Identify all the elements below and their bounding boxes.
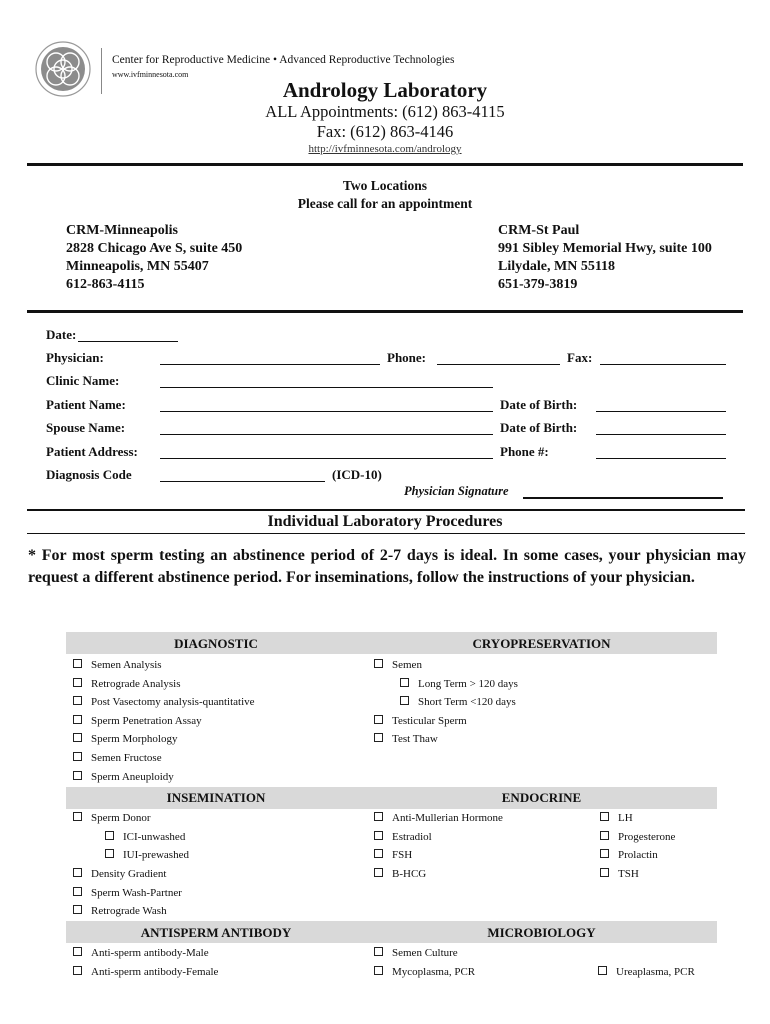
location-street: 2828 Chicago Ave S, suite 450 [66, 241, 243, 256]
address-field[interactable] [160, 458, 493, 459]
item-label: Progesterone [618, 831, 676, 843]
item-label: Prolactin [618, 849, 658, 861]
locations-heading: Two Locations [342, 178, 428, 193]
item-label: Semen Analysis [91, 659, 162, 671]
procedures-title: Individual Laboratory Procedures [267, 513, 503, 530]
checkbox-item[interactable] [600, 812, 633, 824]
checkbox-item[interactable] [400, 696, 516, 708]
checkbox-icon[interactable] [600, 868, 609, 877]
item-label: LH [618, 812, 633, 824]
item-label: Sperm Aneuploidy [91, 771, 174, 783]
item-label: Semen Culture [392, 947, 458, 959]
abstinence-notice: * For most sperm testing an abstinence period of 2-7 days is ideal. In some cases, your physician may request a different abstinence period. For inseminations, follow the instructions of your physician. [28, 547, 746, 586]
cryopreservation-heading: CRYOPRESERVATION [472, 636, 611, 651]
phone-field[interactable] [437, 364, 560, 365]
checkbox-icon[interactable] [374, 733, 383, 742]
checkbox-item[interactable] [73, 715, 202, 727]
checkbox-item[interactable] [105, 849, 189, 861]
divider-mid [27, 310, 743, 313]
antibody-heading: ANTISPERM ANTIBODY [140, 925, 292, 940]
spouse-dob-field[interactable] [596, 434, 726, 435]
fax-label: Fax: [567, 350, 593, 365]
checkbox-icon[interactable] [600, 849, 609, 858]
checkbox-icon[interactable] [73, 812, 82, 821]
location-phone: 612-863-4115 [66, 277, 145, 292]
item-label: Mycoplasma, PCR [392, 966, 476, 978]
item-label: Retrograde Wash [91, 905, 167, 917]
checkbox-icon[interactable] [400, 678, 409, 687]
checkbox-icon[interactable] [598, 966, 607, 975]
clinic-field[interactable] [160, 387, 493, 388]
item-label: Retrograde Analysis [91, 678, 181, 690]
location-street: 991 Sibley Memorial Hwy, suite 100 [498, 241, 712, 256]
icd-label: (ICD-10) [332, 467, 382, 482]
checkbox-item[interactable] [73, 812, 151, 824]
spouse-dob-label: Date of Birth: [500, 420, 578, 435]
spouse-label: Spouse Name: [46, 420, 126, 435]
checkbox-icon[interactable] [73, 868, 82, 877]
item-label: Testicular Sperm [392, 715, 467, 727]
item-label: Sperm Morphology [91, 733, 178, 745]
phone2-field[interactable] [596, 458, 726, 459]
spouse-field[interactable] [160, 434, 493, 435]
divider-procedures-bottom [27, 533, 745, 534]
checkbox-item[interactable] [374, 831, 432, 843]
date-field[interactable] [78, 341, 178, 342]
patient-label: Patient Name: [46, 397, 126, 412]
item-label: Ureaplasma, PCR [616, 966, 695, 978]
checkbox-item[interactable] [374, 812, 503, 824]
phone2-label: Phone #: [500, 444, 549, 459]
checkbox-item[interactable] [600, 831, 675, 843]
patient-field[interactable] [160, 411, 493, 412]
checkbox-icon[interactable] [73, 715, 82, 724]
item-label: Sperm Donor [91, 812, 151, 824]
checkbox-icon[interactable] [600, 831, 609, 840]
diagnostic-heading: DIAGNOSTIC [174, 636, 258, 651]
location-stpaul [498, 222, 712, 294]
fax-field[interactable] [600, 364, 726, 365]
item-label: Estradiol [392, 831, 432, 843]
checkbox-item[interactable] [374, 659, 422, 671]
checkbox-icon[interactable] [73, 678, 82, 687]
clinic-label: Clinic Name: [46, 373, 120, 388]
item-label: Semen [392, 659, 422, 671]
physician-label: Physician: [46, 350, 104, 365]
divider-top [27, 163, 743, 166]
item-label: ICI-unwashed [123, 831, 186, 843]
checkbox-item[interactable] [73, 947, 209, 959]
item-label: Anti-Mullerian Hormone [392, 812, 503, 824]
checkbox-item[interactable] [374, 715, 467, 727]
checkbox-item[interactable] [374, 733, 438, 745]
checkbox-item[interactable] [105, 831, 185, 843]
item-label: IUI-prewashed [123, 849, 189, 861]
insemination-heading: INSEMINATION [166, 790, 266, 805]
address-label: Patient Address: [46, 444, 138, 459]
andrology-link[interactable]: http://ivfminnesota.com/andrology [308, 143, 462, 155]
divider-procedures [27, 509, 745, 511]
signature-field[interactable] [523, 497, 723, 499]
location-minneapolis [66, 222, 242, 294]
endocrine-heading: ENDOCRINE [501, 790, 582, 805]
org-website: www.ivfminnesota.com [112, 70, 189, 79]
checkbox-icon[interactable] [374, 966, 383, 975]
physician-field[interactable] [160, 364, 380, 365]
checkbox-item[interactable] [73, 696, 255, 708]
item-label: Sperm Wash-Partner [91, 887, 182, 899]
checkbox-item[interactable] [374, 947, 458, 959]
dob-field[interactable] [596, 411, 726, 412]
signature-label: Physician Signature [404, 484, 509, 498]
checkbox-icon[interactable] [73, 659, 82, 668]
checkbox-icon[interactable] [73, 966, 82, 975]
org-name: Center for Reproductive Medicine • Advanced Reproductive Technologies [112, 54, 455, 66]
checkbox-item[interactable] [73, 966, 218, 978]
checkbox-icon[interactable] [73, 733, 82, 742]
microbiology-heading: MICROBIOLOGY [487, 925, 596, 940]
item-label: Sperm Penetration Assay [91, 715, 202, 727]
checkbox-icon[interactable] [105, 831, 114, 840]
item-label: Density Gradient [91, 868, 167, 880]
checkbox-icon[interactable] [374, 831, 383, 840]
date-label: Date: [46, 327, 77, 342]
checkbox-item[interactable] [600, 849, 658, 861]
checkbox-item[interactable] [374, 966, 475, 978]
checkbox-item[interactable] [73, 887, 182, 899]
diagnosis-field[interactable] [160, 481, 325, 482]
location-name: CRM-St Paul [498, 223, 580, 238]
checkbox-icon[interactable] [73, 887, 82, 896]
item-label: Anti-sperm antibody-Female [91, 966, 219, 978]
appointments-line: ALL Appointments: (612) 863-4115 [265, 102, 505, 121]
checkbox-item[interactable] [598, 966, 695, 978]
item-label: TSH [618, 868, 639, 880]
location-name: CRM-Minneapolis [66, 223, 178, 238]
checkbox-item[interactable] [374, 868, 426, 880]
checkbox-item[interactable] [73, 905, 167, 917]
checkbox-item[interactable] [73, 752, 162, 764]
item-label: Post Vasectomy analysis-quantitative [91, 696, 255, 708]
dob-label: Date of Birth: [500, 397, 578, 412]
checkbox-item[interactable] [374, 849, 412, 861]
checkbox-icon[interactable] [73, 947, 82, 956]
checkbox-item[interactable] [73, 733, 177, 745]
checkbox-item[interactable] [73, 659, 162, 671]
checkbox-item[interactable] [73, 678, 181, 690]
item-label: Anti-sperm antibody-Male [91, 947, 209, 959]
checkbox-icon[interactable] [73, 696, 82, 705]
diagnosis-label: Diagnosis Code [46, 467, 132, 482]
checkbox-icon[interactable] [374, 812, 383, 821]
location-city: Minneapolis, MN 55407 [66, 259, 209, 274]
checkbox-icon[interactable] [73, 752, 82, 761]
checkbox-icon[interactable] [600, 812, 609, 821]
checkbox-item[interactable] [73, 868, 166, 880]
checkbox-icon[interactable] [374, 849, 383, 858]
checkbox-icon[interactable] [105, 849, 114, 858]
checkbox-item[interactable] [73, 771, 174, 783]
checkbox-icon[interactable] [73, 771, 82, 780]
checkbox-item[interactable] [400, 678, 518, 690]
checkbox-icon[interactable] [73, 905, 82, 914]
checkbox-icon[interactable] [400, 696, 409, 705]
phone-label: Phone: [387, 350, 426, 365]
item-label: Semen Fructose [91, 752, 162, 764]
checkbox-item[interactable] [600, 868, 639, 880]
fax-line: Fax: (612) 863-4146 [316, 122, 454, 141]
checkbox-icon[interactable] [374, 868, 383, 877]
checkbox-icon[interactable] [374, 947, 383, 956]
location-phone: 651-379-3819 [498, 277, 578, 292]
item-label: Test Thaw [392, 733, 438, 745]
locations-subheading: Please call for an appointment [297, 196, 473, 211]
item-label: B-HCG [392, 868, 427, 880]
item-label: Long Term > 120 days [418, 678, 518, 690]
checkbox-icon[interactable] [374, 715, 383, 724]
page-title: Andrology Laboratory [282, 78, 488, 102]
item-label: Short Term <120 days [418, 696, 516, 708]
checkbox-icon[interactable] [374, 659, 383, 668]
item-label: FSH [392, 849, 413, 861]
location-city: Lilydale, MN 55118 [498, 259, 616, 274]
